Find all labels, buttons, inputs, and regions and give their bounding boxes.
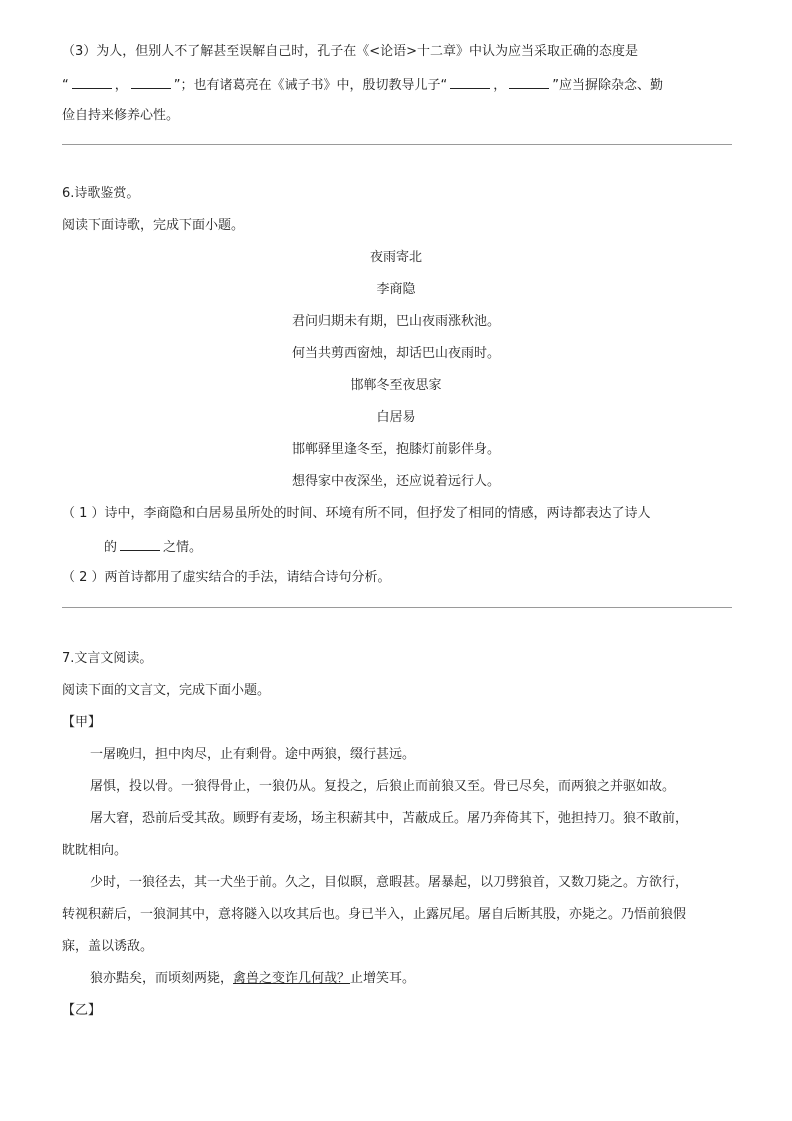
q7-paragraph-4-line1: 少时，一狼径去，其一犬坐于前。久之，目似瞑，意暇甚。屠暴起，以刀劈狼首，又数刀毙之。方欲行，	[90, 875, 689, 890]
poem1-author: 李商隐	[376, 282, 416, 297]
q7-instruction: 阅读下面的文言文，完成下面小题。	[62, 683, 271, 698]
q7-paragraph-3-line1: 屠大窘，恐前后受其敌。顾野有麦场，场主积薪其中，苫蔽成丘。屠乃奔倚其下，弛担持刀。狼不敢前，	[90, 811, 689, 826]
poem1-line-2: 何当共剪西窗烛，却话巴山夜雨时。	[291, 346, 500, 361]
answer-blank-2[interactable]	[131, 74, 171, 89]
q6-sub2: （ 2 ）两首诗都用了虚实结合的手法，请结合诗句分析。	[62, 570, 391, 585]
yi-label: 【乙】	[62, 1003, 102, 1018]
q5-item3-line1: （3）为人，但别人不了解甚至误解自己时，孔子在《<论语>十二章》中认为应当采取正确的态度是	[62, 44, 639, 59]
p5-suffix: 止增笑耳。	[350, 971, 416, 986]
answer-blank-4[interactable]	[509, 74, 549, 89]
sub1-suffix: 之情。	[163, 540, 203, 555]
poem2-line-2: 想得家中夜深坐，还应说着远行人。	[291, 474, 500, 489]
answer-blank-5[interactable]	[120, 536, 160, 551]
answer-blank-1[interactable]	[72, 74, 112, 89]
comma: ，	[114, 78, 128, 93]
q5-item3-line3: 俭自持来修养心性。	[62, 108, 180, 123]
poem2-title: 邯郸冬至夜思家	[350, 378, 442, 393]
section-divider	[62, 144, 732, 145]
p5-prefix: 狼亦黠矣，而顷刻两毙，	[90, 971, 234, 986]
poem2-author: 白居易	[376, 410, 416, 425]
sub1-prefix: 的	[104, 540, 118, 555]
end-text: ”应当摒除杂念、勤	[552, 78, 664, 93]
q7-paragraph-3-line2: 眈眈相向。	[62, 843, 128, 858]
answer-blank-3[interactable]	[450, 74, 490, 89]
section-divider	[62, 607, 732, 608]
poem2-line-1: 邯郸驿里逢冬至，抱膝灯前影伴身。	[291, 442, 500, 457]
comma: ，	[493, 78, 507, 93]
poem1-title: 夜雨寄北	[369, 250, 422, 265]
jia-label: 【甲】	[62, 715, 102, 730]
q7-paragraph-1: 一屠晚归，担中肉尽，止有剩骨。途中两狼，缀行甚远。	[90, 747, 416, 762]
q6-instruction: 阅读下面诗歌，完成下面小题。	[62, 218, 245, 233]
mid-text: ”；也有诸葛亮在《诫子书》中，殷切教导儿子“	[173, 78, 448, 93]
q7-paragraph-5	[90, 969, 415, 989]
open-quote: “	[62, 78, 69, 93]
poem1-line-1: 君问归期未有期，巴山夜雨涨秋池。	[291, 314, 500, 329]
q6-sub1-line2	[104, 536, 202, 558]
q7-paragraph-2: 屠惧，投以骨。一狼得骨止，一狼仍从。复投之，后狼止而前狼又至。骨已尽矣，而两狼之并驱如故。	[90, 779, 676, 794]
q7-paragraph-4-line3: 寐，盖以诱敌。	[62, 939, 154, 954]
q6-heading: 6.诗歌鉴赏。	[62, 186, 140, 201]
q7-heading: 7.文言文阅读。	[62, 651, 153, 666]
q5-item3-line2	[62, 74, 663, 96]
q6-sub1-line1: （ 1 ）诗中，李商隐和白居易虽所处的时间、环境有所不同，但抒发了相同的情感，两诗都表达了诗人	[62, 506, 651, 521]
q7-paragraph-4-line2: 转视积薪后，一狼洞其中，意将隧入以攻其后也。身已半入，止露尻尾。屠自后断其股，亦毙之。乃悟前狼假	[62, 907, 687, 922]
p5-underlined-sentence: 禽兽之变诈几何哉？	[233, 971, 351, 986]
